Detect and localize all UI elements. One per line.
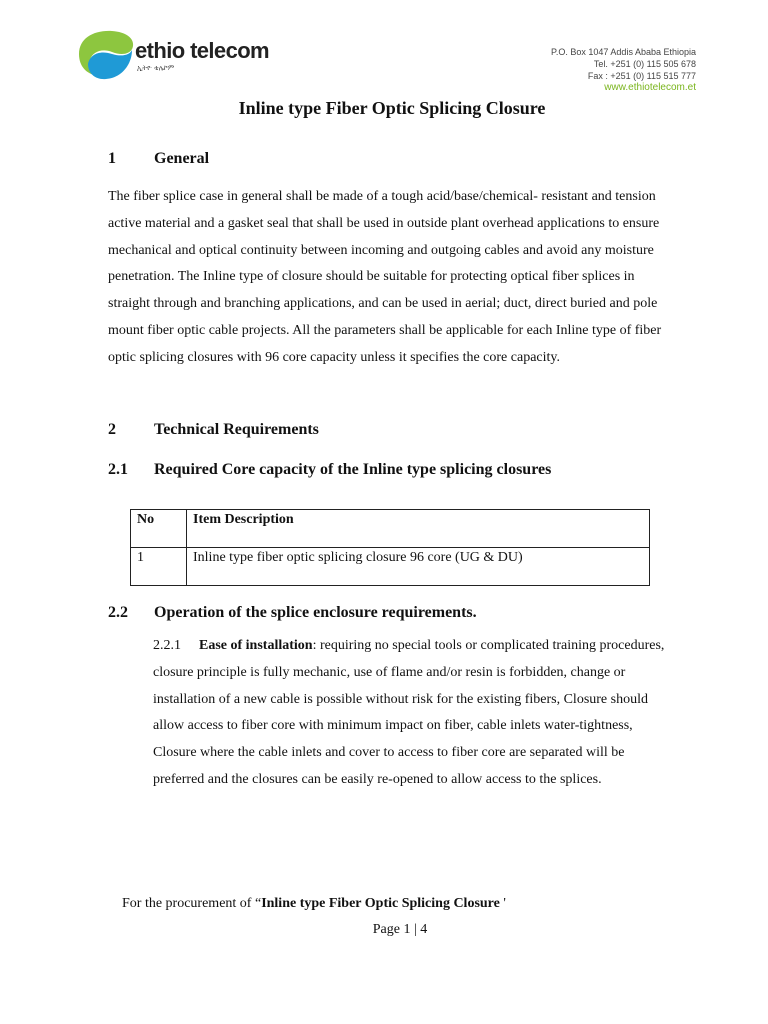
- table-cell-no: 1: [131, 548, 187, 586]
- core-capacity-table: [130, 509, 650, 586]
- column-header-no: No: [131, 510, 187, 548]
- section-title: General: [154, 150, 210, 167]
- logo-blue-swoosh: [88, 50, 132, 79]
- website-link[interactable]: www.ethiotelecom.et: [604, 82, 696, 93]
- subsection-2-2-1-paragraph: [153, 633, 678, 794]
- table-header-row: [131, 510, 650, 548]
- column-header-item-description: Item Description: [187, 510, 650, 548]
- contact-block: [551, 46, 696, 94]
- telephone: Tel. +251 (0) 115 505 678: [593, 59, 696, 69]
- footer-prefix: For the procurement of “: [122, 896, 262, 911]
- section-title: Operation of the splice enclosure requirements.: [154, 604, 477, 621]
- section-number: 2.1: [108, 461, 128, 478]
- section-number: 2: [108, 421, 116, 438]
- section-2-1-heading: [108, 461, 551, 479]
- footer-procurement-note: [122, 896, 506, 912]
- section-number: 1: [108, 150, 116, 167]
- page-number: Page 1 | 4: [372, 922, 428, 937]
- footer-emphasis: Inline type Fiber Optic Splicing Closure: [261, 896, 500, 911]
- brand-name: ethio telecom: [135, 38, 270, 63]
- table-cell-description: Inline type fiber optic splicing closure 96 core (UG & DU): [187, 548, 650, 586]
- section-1-heading: [108, 150, 209, 168]
- fax: Fax : +251 (0) 115 515 777: [587, 71, 696, 81]
- general-paragraph: The fiber splice case in general shall be made of a tough acid/base/chemical- resistant and tension active material and a gasket seal that shall be used in outside plant overhead applications to ensure mechanical and optical continuity between incoming and outgoing cables and avoid any moisture penetration. The Inline type of closure should be suitable for protecting optical fiber splices in straight through and branching applications, and can be used in aerial; duct, direct buried and pole mount fiber optic cable projects. All the parameters shall be applicable for each Inline type of fiber optic splicing closures with 96 core capacity unless it specifies the core capacity.: [108, 189, 662, 365]
- postal-address: P.O. Box 1047 Addis Ababa Ethiopia: [551, 47, 696, 57]
- subsection-text: : requiring no special tools or complicated training procedures, closure principle is fully mechanic, use of flame and/or resin is forbidden, change or installation of a new cable is possible without risk for the existing fibers, Closure should allow access to fiber core with minimum impact on fiber, cable inlets water-tightness, Closure where the cable inlets and cover to access to fiber core are separated will be preferred and the closures can be easily re-opened to allow access to the splices.: [153, 638, 665, 787]
- subsection-number: 2.2.1: [153, 638, 181, 653]
- subsection-term: Ease of installation: [199, 638, 313, 653]
- section-title: Technical Requirements: [154, 421, 319, 438]
- section-title: Required Core capacity of the Inline type splicing closures: [154, 461, 552, 478]
- section-2-2-heading: [108, 604, 477, 622]
- ethio-telecom-logo-icon: [76, 28, 134, 82]
- table-row: [131, 548, 650, 586]
- section-2-heading: [108, 421, 319, 439]
- section-number: 2.2: [108, 604, 128, 621]
- brand-subtitle-amharic: ኢትዮ ቴሌኮም: [137, 64, 175, 72]
- company-logo: [76, 28, 276, 82]
- footer-suffix: ': [499, 896, 506, 911]
- document-title: Inline type Fiber Optic Splicing Closure: [238, 98, 546, 118]
